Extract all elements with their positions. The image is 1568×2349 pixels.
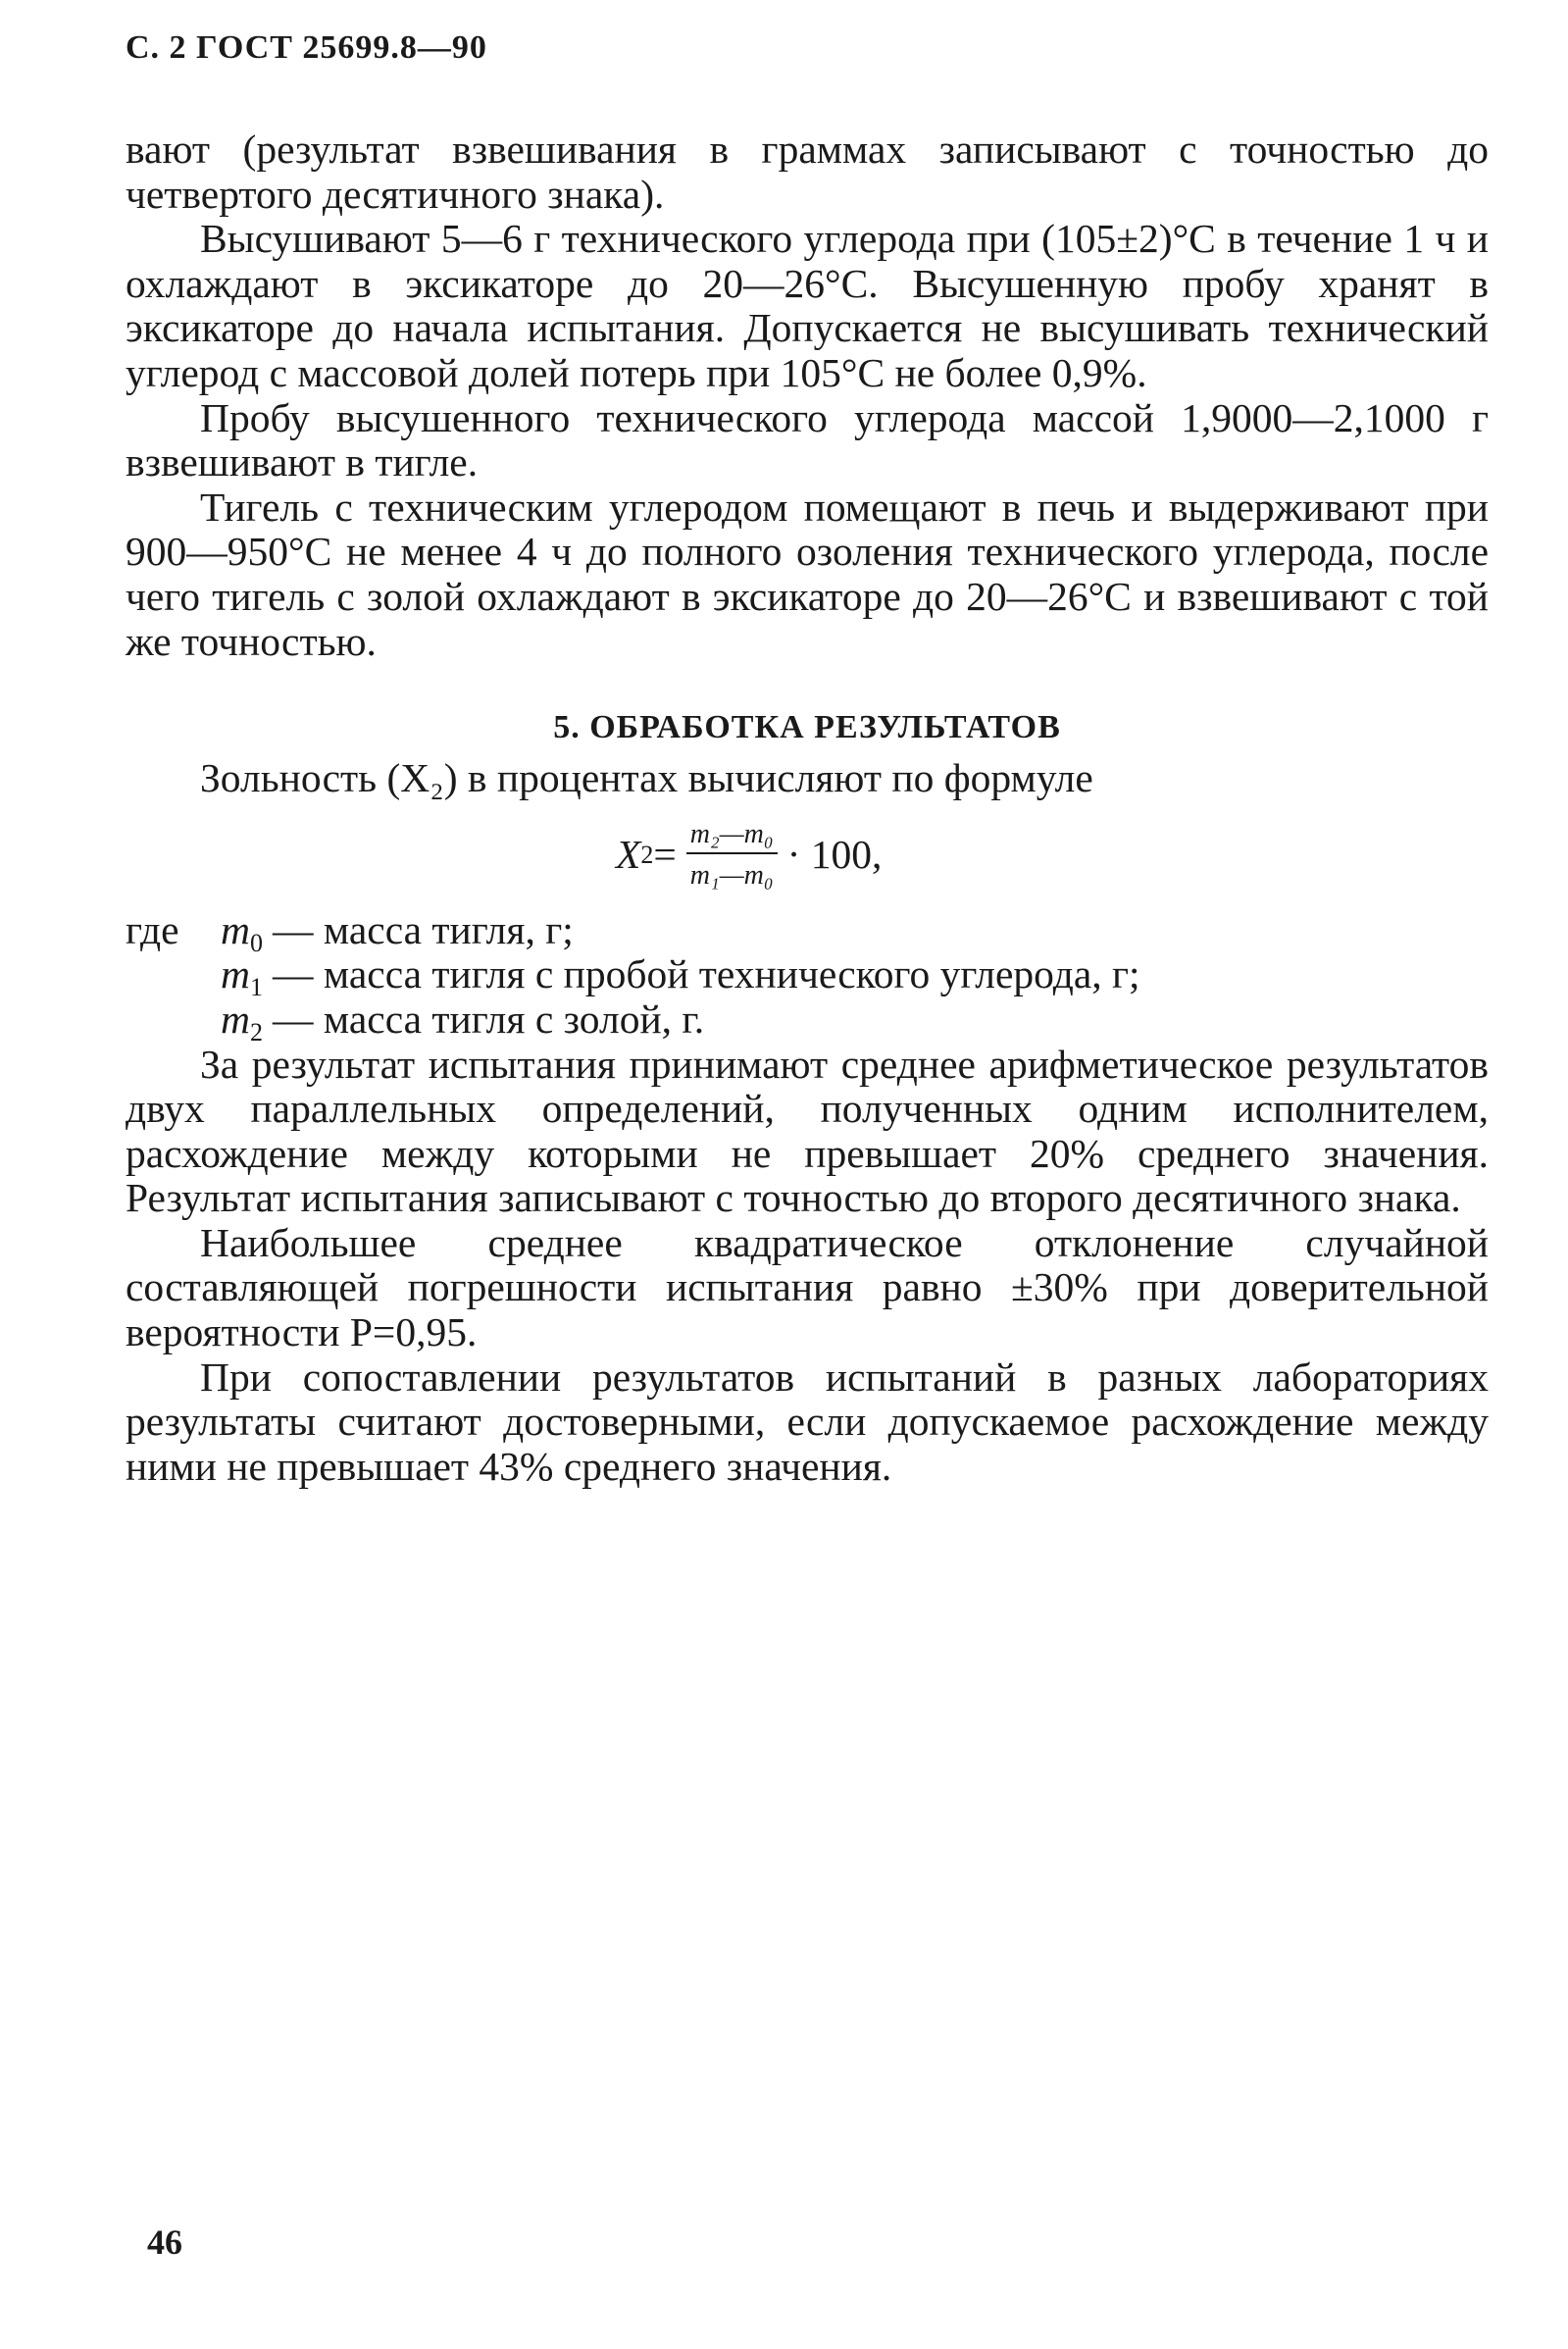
paragraph-continuation: вают (результат взвешивания в граммах записывают с точностью до четвертого десятичного знака). (126, 127, 1489, 217)
document-body (126, 128, 1489, 1489)
definition-var: m (221, 996, 250, 1042)
definition-symbol (184, 951, 263, 1002)
paragraph-comparison: При сопоставлении результатов испытаний в разных лабораториях результаты считают достоверными, если допускаемое расхождение между ними не превышает 43% среднего значения. (126, 1353, 1489, 1489)
paragraph-ashing: Тигель с техническим углеродом помещают в печь и выдерживают при 900—950°С не менее 4 ч до полного озоления технического углерода, после чего тигель с золой охлаждают в эксикаторе до 20—26°С и взвешивают с той же точностью. (126, 484, 1489, 664)
definition-symbol (184, 906, 263, 957)
definition-sub: 1 (250, 973, 263, 1002)
definition-row (126, 906, 1489, 957)
formula-equals: = (653, 832, 677, 878)
definition-row (126, 951, 1489, 1002)
definition-text: — масса тигля, г; (273, 906, 574, 952)
definition-symbol (184, 996, 263, 1047)
formula-expression (616, 809, 882, 902)
paragraph-deviation: Наибольшее среднее квадратическое отклонение случайной составляющей погрешности испытания равно ±30% при доверительной вероятности P=0,95. (126, 1219, 1489, 1355)
paragraph-drying: Высушивают 5—6 г технического углерода при (105±2)°С в течение 1 ч и охлаждают в эксикаторе до 20—26°С. Высушенную пробу хранят в эксикаторе до начала испытания. Допускается не высушивать технический углерод с массовой долей потерь при 105°С не более 0,9%. (126, 216, 1489, 395)
definition-text: — масса тигля с золой, г. (273, 996, 705, 1042)
formula-lhs-sub: 2 (640, 841, 654, 870)
definition-lead: где (126, 906, 179, 952)
definition-sub: 0 (250, 928, 263, 957)
formula-denominator: m₁—m₀ (689, 860, 774, 892)
definition-var: m (221, 906, 250, 952)
definition-text: — масса тигля с пробой технического углерода, г; (273, 951, 1140, 997)
paragraph-sample-mass: Пробу высушенного технического углерода массой 1,9000—2,1000 г взвешивают в тигле. (126, 394, 1489, 485)
formula (126, 809, 1489, 902)
page-header: С. 2 ГОСТ 25699.8—90 (126, 29, 487, 66)
formula-numerator: m₂—m₀ (686, 819, 778, 854)
section-title: 5. ОБРАБОТКА РЕЗУЛЬТАТОВ (553, 709, 1061, 746)
formula-lhs-var: X (616, 832, 641, 878)
formula-intro: Зольность (X₂) в процентах вычисляют по формуле (200, 755, 1093, 801)
formula-fraction (686, 819, 778, 892)
paragraph-result: За результат испытания принимают среднее арифметическое результатов двух параллельных определений, полученных одним исполнителем, расхождение между которыми не превышает 20% среднего значения. Результат испытания записывают с точностью до второго десятичного знака. (126, 1041, 1489, 1221)
page-number: 46 (147, 2222, 182, 2262)
definition-sub: 2 (250, 1017, 263, 1047)
definition-var: m (221, 951, 250, 997)
definition-row (126, 996, 1489, 1047)
variable-definitions (126, 906, 1489, 1047)
formula-multiplier: · 100, (786, 832, 883, 878)
